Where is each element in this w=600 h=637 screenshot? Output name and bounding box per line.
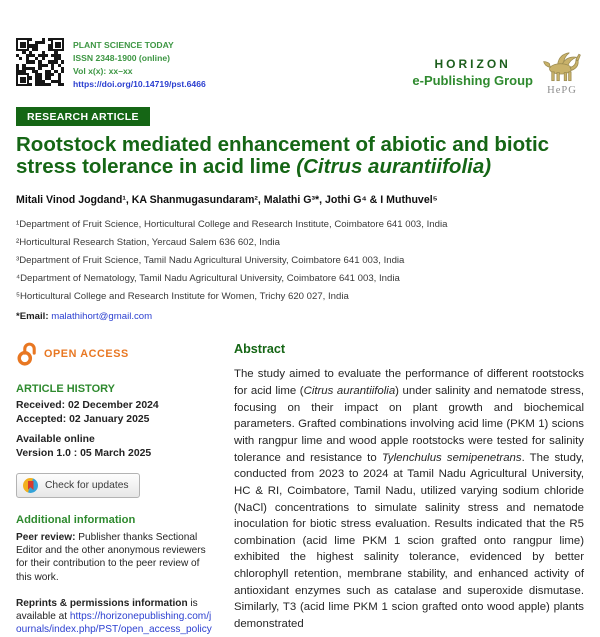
page-title [16, 134, 584, 180]
affiliations-list [16, 219, 584, 302]
page-header [16, 38, 584, 97]
additional-information-heading: Additional information [16, 513, 136, 526]
publisher-block [412, 48, 584, 97]
doi-link[interactable]: https://doi.org/10.14719/pst.6466 [73, 78, 206, 89]
journal-name: PLANT SCIENCE TODAY [73, 40, 174, 50]
affiliation-item: ²Horticultural Research Station, Yercaud Salem 636 602, India [16, 237, 280, 249]
article-history-heading: ARTICLE HISTORY [16, 383, 116, 396]
reprints-paragraph [16, 597, 214, 637]
journal-issn: ISSN 2348-1900 (online) [73, 52, 170, 63]
qr-finder-icon [16, 38, 29, 51]
content-columns [16, 342, 584, 636]
abstract-species-italic: Citrus aurantiifolia [303, 385, 396, 398]
corresponding-email-line [16, 311, 584, 322]
journal-meta [73, 38, 206, 91]
affiliation-item: ⁴Department of Nematology, Tamil Nadu Agricultural University, Coimbatore 641 003, India [16, 273, 400, 285]
abstract-segment: . The study, conducted from 2023 to 2024 at Tamil Nadu Agricultural University, HC & RI, Coimbatore, Tamil Nadu, utilized varying sodium chloride (NaCl) concentrations to simulate salinity stress and nematode inoculation for biotic stress evaluation. Results indicated that the R5 combination (acid lime PKM 1 scion grafted onto rangpur lime) exhibited the highest salinity tolerance, evidenced by better chlorophyll retention, membrane stability, and enhanced activity of antioxidant enzymes such as catalase and superoxide dismutase. Similarly, T3 (acid lime PKM 1 scion grafted onto wood apple) plants demonstrated [234, 451, 584, 631]
email-label: *Email: [16, 311, 52, 323]
reprints-text: is available at [16, 597, 198, 623]
reprints-label: Reprints & permissions information [16, 597, 188, 609]
received-date: Received: 02 December 2024 [16, 400, 159, 412]
abstract-heading: Abstract [234, 342, 286, 357]
accepted-date: Accepted: 02 January 2025 [16, 414, 150, 426]
open-access-lock-icon [16, 342, 37, 366]
abstract-column [234, 342, 584, 636]
article-type-badge: RESEARCH ARTICLE [16, 107, 150, 126]
abstract-segment: The study aimed to evaluate the performance of different rootstocks for acid lime ( [234, 368, 584, 398]
article-info-sidebar [16, 342, 214, 636]
open-access-label: OPEN ACCESS [44, 348, 129, 361]
version-date: Version 1.0 : 05 March 2025 [16, 447, 152, 459]
available-online-label: Available online [16, 433, 95, 445]
check-for-updates-label: Check for updates [45, 479, 129, 491]
qr-finder-icon [16, 73, 29, 86]
qr-code [16, 38, 64, 86]
winged-goat-icon [540, 48, 584, 84]
peer-review-paragraph [16, 531, 214, 584]
history-dates [16, 399, 214, 427]
email-link[interactable]: malathihort@gmail.com [51, 311, 153, 323]
open-access-policy-link[interactable]: https://horizonepublishing.com/journals/index.php/PST/open_access_policy [16, 611, 212, 636]
journal-identity [16, 38, 206, 91]
affiliation-item: ⁵Horticultural College and Research Institute for Women, Trichy 620 027, India [16, 291, 349, 303]
affiliation-item: ¹Department of Fruit Science, Horticultural College and Research Institute, Coimbatore 641 003, India [16, 219, 448, 231]
authors-line: Mitali Vinod Jogdand¹, KA Shanmugasundaram², Malathi G³*, Jothi G⁴ & I Muthuvel⁵ [16, 194, 438, 207]
title-species-italic: (Citrus aurantiifolia) [296, 155, 492, 179]
abstract-species-italic: Tylenchulus semipenetrans [381, 451, 522, 464]
peer-review-text: Publisher thanks Sectional Editor and the other anonymous reviewers for their contribution to the peer review of this work. [16, 531, 206, 583]
availability-info [16, 433, 214, 461]
crossmark-icon [23, 478, 38, 493]
peer-review-label: Peer review: [16, 531, 79, 543]
abstract-segment: ) under salinity and nematode stress, focusing on their impact on plant growth and biochemical parameters. Grafted combinations involving acid lime (PKM 1) scions with rangpur lime and wood apple rootstocks were tested for salinity tolerance and resistance to [234, 385, 584, 464]
check-for-updates-button[interactable] [16, 473, 140, 498]
qr-finder-icon [51, 38, 64, 51]
journal-volume: Vol x(x): xx–xx [73, 65, 133, 76]
publisher-line1: HORIZON [434, 56, 511, 71]
open-access-row [16, 342, 214, 366]
publisher-name [412, 57, 533, 88]
publisher-logo-caption: HePG [547, 85, 577, 96]
publisher-line2: e-Publishing Group [412, 72, 533, 88]
abstract-text [234, 366, 584, 632]
publisher-logo [540, 48, 584, 97]
affiliation-item: ³Department of Fruit Science, Tamil Nadu Agricultural University, Coimbatore 641 003, India [16, 255, 405, 267]
title-text: Rootstock mediated enhancement of abiotic and biotic stress tolerance in acid lime [16, 132, 550, 179]
